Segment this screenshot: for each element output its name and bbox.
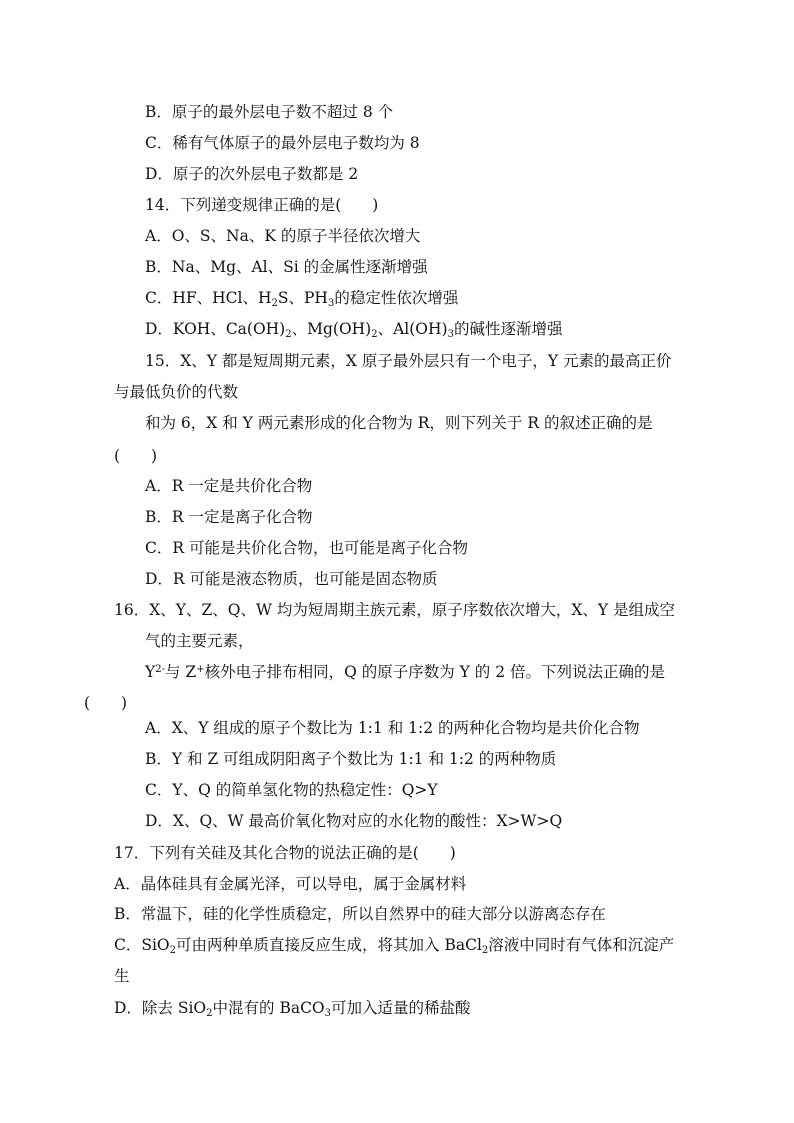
q17-stem: 17．下列有关硅及其化合物的说法正确的是( ): [114, 844, 456, 862]
q17-d-text-2: 中混有的 BaCO: [212, 999, 325, 1017]
q15-stem-line-1: 15．X、Y 都是短周期元素，X 原子最外层只有一个电子，Y 元素的最高正价: [145, 352, 672, 370]
q13-option-c: C．稀有气体原子的最外层电子数均为 8: [145, 134, 420, 152]
q14-c-text-1: C．HF、HCl、H: [145, 289, 272, 307]
q14-d-sub-1: 2: [285, 329, 292, 340]
q16-s3-text-1: Y: [145, 663, 156, 681]
q15-stem-line-3: 和为 6，X 和 Y 两元素形成的化合物为 R，则下列关于 R 的叙述正确的是: [145, 414, 653, 432]
q16-stem-line-4: ( ): [84, 694, 128, 712]
q15-option-a: A．R 一定是共价化合物: [145, 477, 313, 495]
q16-option-c: C．Y、Q 的简单氢化物的热稳定性：Q>Y: [145, 781, 438, 799]
q17-option-b: B．常温下，硅的化学性质稳定，所以自然界中的硅大部分以游离态存在: [114, 905, 606, 923]
q17-option-a: A．晶体硅具有金属光泽，可以导电，属于金属材料: [114, 875, 467, 893]
q14-d-text-4: 的碱性逐渐增强: [453, 320, 563, 338]
q17-option-d: [114, 998, 471, 1018]
q16-stem-line-3: [145, 662, 665, 682]
q14-stem: 14．下列递变规律正确的是( ): [145, 196, 379, 214]
q16-stem-line-2: 气的主要元素，: [145, 632, 254, 650]
q14-c-sub-1: 2: [271, 298, 278, 309]
q17-c-text-1: C．SiO: [114, 936, 170, 954]
q15-option-b: B．R 一定是离子化合物: [145, 508, 313, 526]
q16-s3-text-3: 核外电子排布相同，Q 的原子序数为 Y 的 2 倍。下列说法正确的是: [204, 663, 666, 681]
q17-d-sub-1: 2: [206, 1008, 213, 1019]
q14-d-text-3: 、Al(OH): [377, 320, 448, 338]
q15-stem-line-2: 与最低负价的代数: [114, 383, 239, 401]
q14-option-d: [145, 319, 562, 339]
q16-s3-sup-1: 2-: [155, 664, 165, 675]
q16-s3-sup-2: +: [196, 664, 205, 675]
q17-d-sub-2: 3: [324, 1008, 332, 1019]
q17-c-text-3: 溶液中同时有气体和沉淀产: [488, 936, 675, 954]
q14-option-b: B．Na、Mg、Al、Si 的金属性逐渐增强: [145, 258, 428, 276]
q14-d-text-2: 、Mg(OH): [291, 320, 372, 338]
q14-c-sub-2: 3: [327, 298, 335, 309]
q17-d-text-3: 可加入适量的稀盐酸: [331, 999, 471, 1017]
q17-c-sub-1: 2: [169, 945, 177, 956]
q16-stem-line-1: 16．X、Y、Z、Q、W 均为短周期主族元素，原子序数依次增大，X、Y 是组成空: [114, 601, 676, 619]
q13-option-d: D．原子的次外层电子数都是 2: [145, 165, 359, 183]
q16-option-d: D．X、Q、W 最高价氧化物对应的水化物的酸性：X>W>Q: [145, 812, 563, 830]
q14-c-text-2: S、PH: [277, 289, 328, 307]
q16-option-a: A．X、Y 组成的原子个数比为 1:1 和 1:2 的两种化合物均是共价化合物: [145, 719, 640, 737]
q16-option-b: B．Y 和 Z 可组成阴阳离子个数比为 1:1 和 1:2 的两种物质: [145, 750, 557, 768]
q14-d-text-1: D．KOH、Ca(OH): [145, 320, 286, 338]
q14-d-sub-2: 2: [371, 329, 378, 340]
q17-option-c: [114, 935, 674, 955]
q14-c-text-3: 的稳定性依次增强: [334, 289, 459, 307]
q15-option-c: C．R 可能是共价化合物，也可能是离子化合物: [145, 539, 468, 557]
q15-option-d: D．R 可能是液态物质，也可能是固态物质: [145, 570, 438, 588]
q13-option-b: B．原子的最外层电子数不超过 8 个: [145, 103, 394, 121]
q17-option-c-continued: 生: [114, 967, 130, 985]
q17-c-sub-2: 2: [481, 945, 489, 956]
q17-d-text-1: D．除去 SiO: [114, 999, 207, 1017]
q14-d-sub-3: 3: [447, 329, 454, 340]
q16-s3-text-2: 与 Z: [164, 663, 197, 681]
q17-c-text-2: 可由两种单质直接反应生成，将其加入 BaCl: [176, 936, 482, 954]
q14-option-c: [145, 288, 458, 308]
q14-option-a: A．O、S、Na、K 的原子半径依次增大: [145, 227, 421, 245]
q15-stem-line-4: ( ): [114, 447, 158, 465]
